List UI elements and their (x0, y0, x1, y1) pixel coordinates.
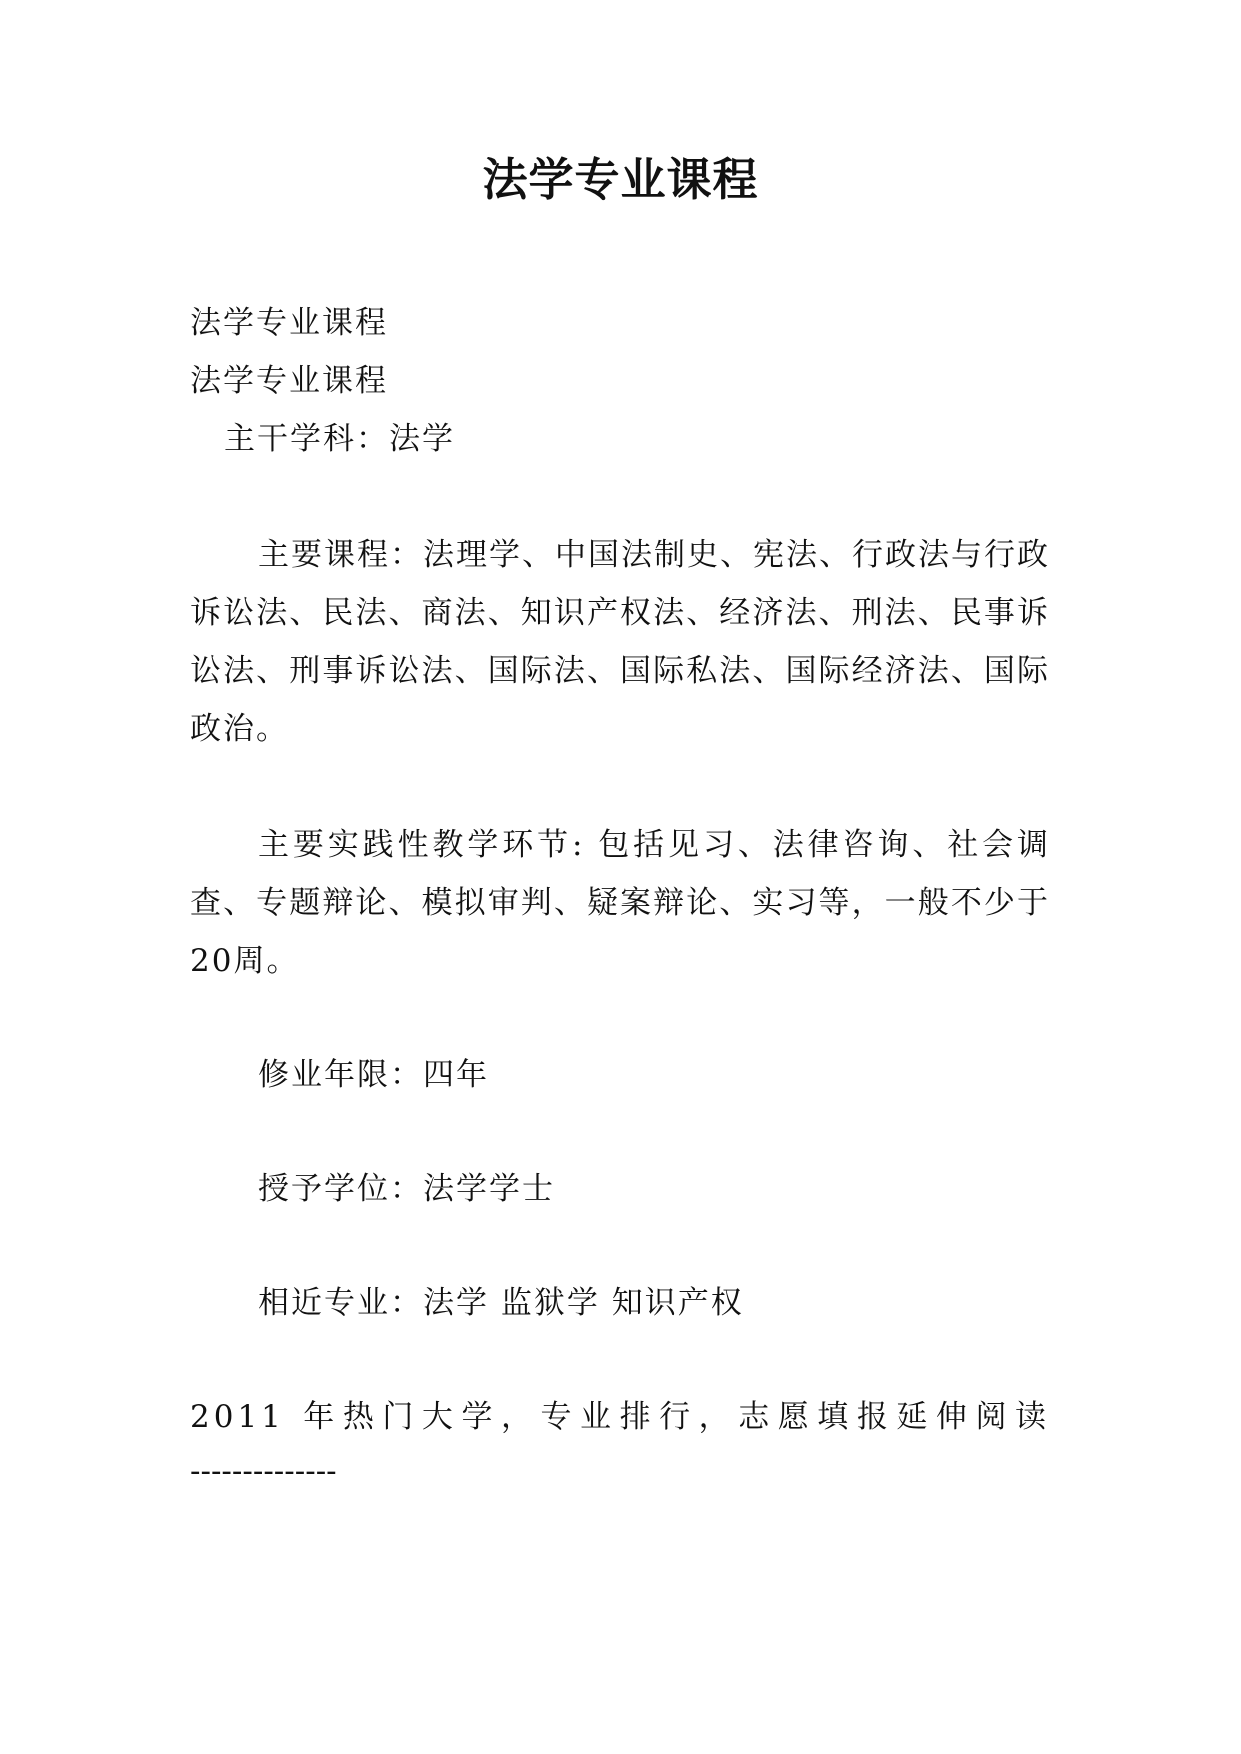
spacer (190, 990, 1050, 1046)
spacer (190, 468, 1050, 526)
spacer (190, 1104, 1050, 1160)
document-body (190, 294, 1050, 1496)
spacer (190, 1332, 1050, 1388)
duration-line: 修业年限：四年 (258, 1057, 489, 1093)
main-discipline: 主干学科：法学 (224, 421, 455, 457)
heading-line-2: 法学专业课程 (190, 363, 388, 399)
practice-paragraph: 主要实践性教学环节: 包括见习、法律咨询、社会调查、专题辩论、模拟审判、疑案辩论、实习等，一般不少于20周。 (190, 827, 1050, 979)
main-courses-paragraph: 主要课程：法理学、中国法制史、宪法、行政法与行政诉讼法、民法、商法、知识产权法、经济法、刑法、民事诉讼法、刑事诉讼法、国际法、国际私法、国际经济法、国际政治。 (190, 537, 1050, 747)
document-title: 法学专业课程 (482, 153, 759, 206)
dash-separator: -------------- (190, 1453, 337, 1489)
related-majors-line: 相近专业：法学 监狱学 知识产权 (258, 1285, 744, 1321)
degree-line: 授予学位：法学学士 (258, 1171, 555, 1207)
spacer (190, 1218, 1050, 1274)
heading-line-1: 法学专业课程 (190, 305, 388, 341)
further-reading-line: 2011 年热门大学，专业排行，志愿填报延伸阅读 (190, 1399, 1050, 1435)
spacer (190, 758, 1050, 816)
